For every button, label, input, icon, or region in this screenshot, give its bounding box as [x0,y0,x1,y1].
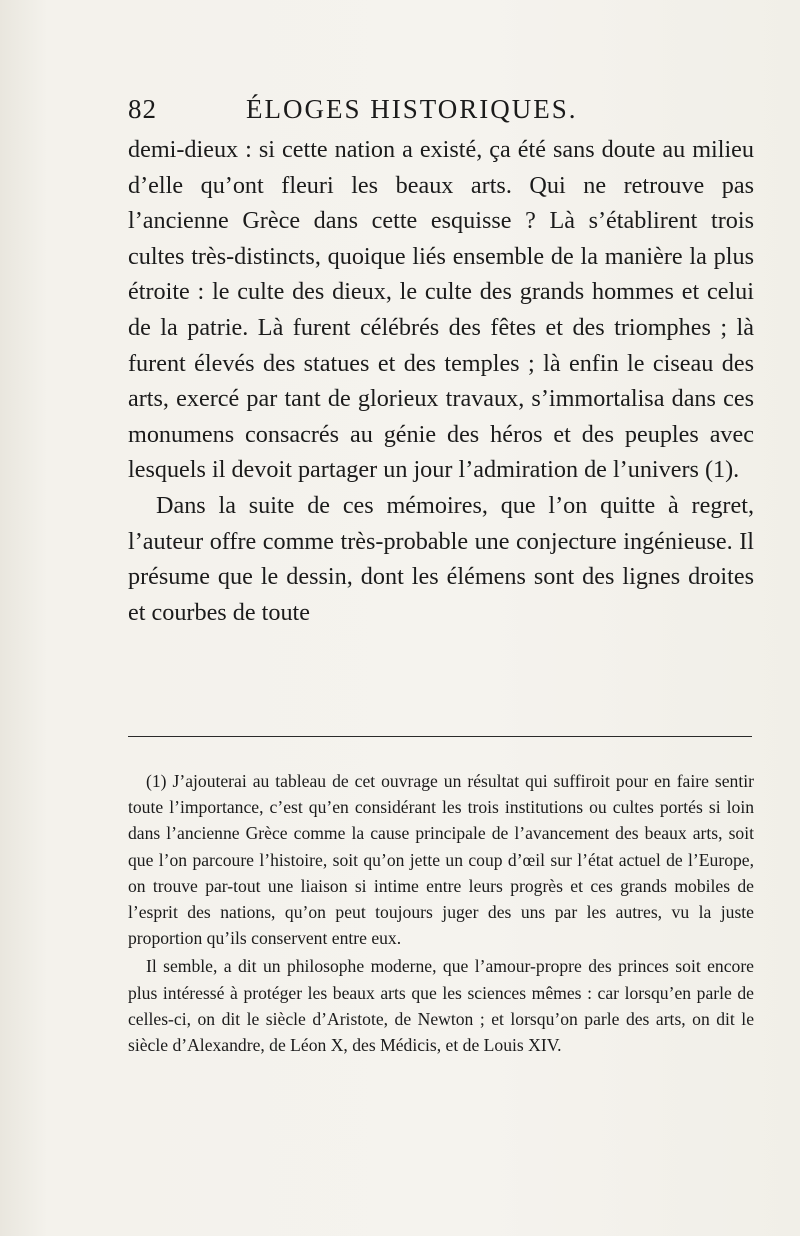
page-header [128,94,648,128]
footnotes [128,768,754,1058]
main-text [128,132,754,630]
footnote-paragraph: (1) J’ajouterai au tableau de cet ouvrage un résultat qui suffiroit pour en faire sentir toute l’importance, c’est qu’en considérant les trois institutions ou cultes portés si loin dans l’ancienne Grèce comme la cause principale de l’avancement des beaux arts, soit que l’on parcoure l’histoire, soit qu’on jette un coup d’œil sur l’état actuel de l’Europe, on trouve par-tout une liaison si intime entre leurs progrès et ces grands mobiles de l’esprit des nations, qu’on peut toujours juger des uns par les autres, vu la juste proportion qu’ils conservent entre eux. [128,771,754,949]
body-paragraph: demi-dieux : si cette nation a existé, ça été sans doute au milieu d’elle qu’ont fleuri les beaux arts. Qui ne retrouve pas l’ancienne Grèce dans cette esquisse ? Là s’établirent trois cultes très-distincts, quoique liés ensemble de la manière la plus étroite : le culte des dieux, le culte des grands hommes et celui de la patrie. Là furent célébrés des fêtes et des triomphes ; là furent élevés des statues et des temples ; là enfin le ciseau des arts, exercé par tant de glorieux travaux, s’immortalisa dans ces monumens consacrés au génie des héros et des peuples avec lesquels il devoit partager un jour l’admiration de l’univers (1). [128,136,754,484]
body-paragraph: Dans la suite de ces mémoires, que l’on quitte à regret, l’auteur offre comme très-probable une conjecture ingénieuse. Il présume que le dessin, dont les élémens sont des lignes droites et courbes de toute [128,491,754,626]
page-number: 82 [128,94,157,124]
footnote-paragraph: Il semble, a dit un philosophe moderne, que l’amour-propre des princes soit encore plus intéressé à protéger les beaux arts que les sciences mêmes : car lorsqu’en parle de celles-ci, on dit le siècle d’Aristote, de Newton ; et lorsqu’on parle des arts, on dit le siècle d’Alexandre, de Léon X, des Médicis, et de Louis XIV. [128,956,754,1056]
footnote-divider [128,736,752,737]
running-title: ÉLOGES HISTORIQUES. [246,94,578,124]
